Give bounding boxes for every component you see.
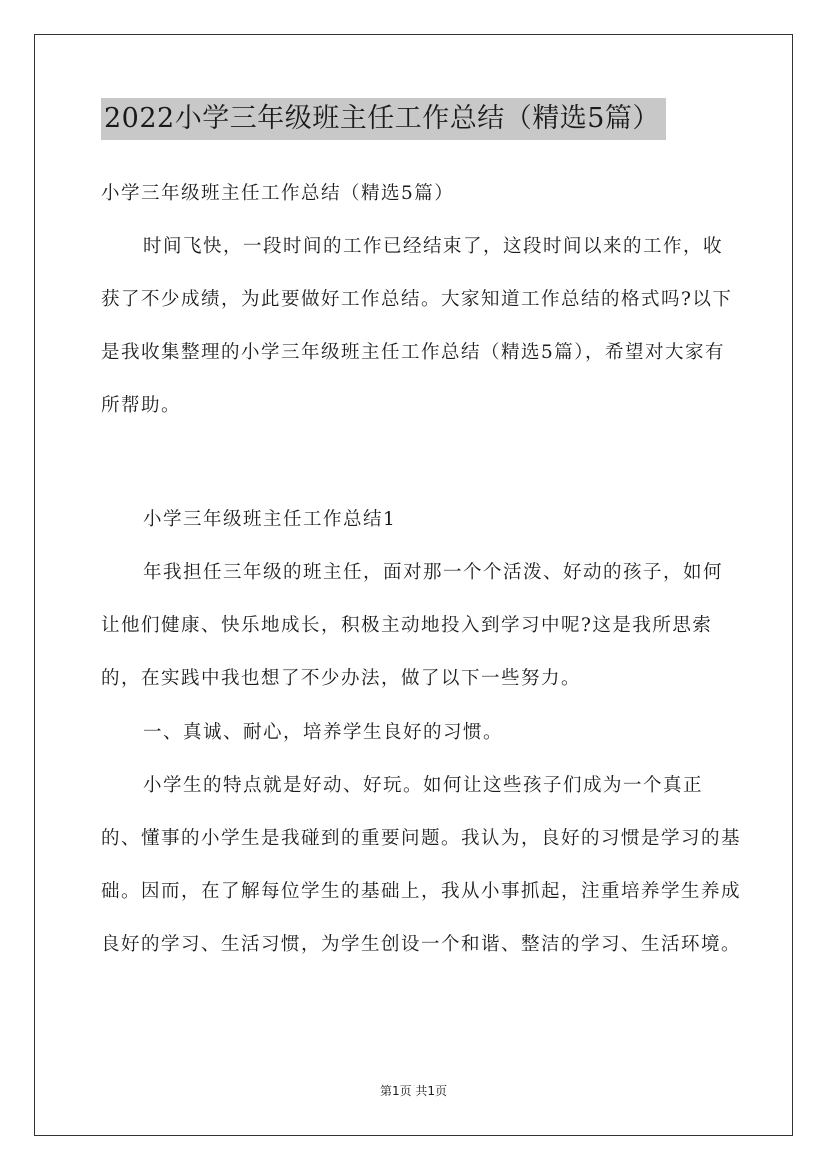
- document-title: 2022小学三年级班主任工作总结（精选5篇）: [101, 98, 666, 140]
- body-paragraph-1: 年我担任三年级的班主任，面对那一个个活泼、好动的孩子，如何让他们健康、快乐地成长，积极主动地投入到学习中呢?这是我所思索的，在实践中我也想了不少办法，做了以下一些努力。: [101, 562, 724, 689]
- intro-paragraph: 时间飞快，一段时间的工作已经结束了，这段时间以来的工作，收获了不少成绩，为此要做好工作总结。大家知道工作总结的格式吗?以下是我收集整理的小学三年级班主任工作总结（精选5篇），希望对大家有所帮助。: [101, 236, 733, 416]
- section-heading: 小学三年级班主任工作总结1: [143, 509, 397, 530]
- subtitle: 小学三年级班主任工作总结（精选5篇）: [101, 183, 455, 204]
- point-heading-1: 一、真诚、耐心，培养学生良好的习惯。: [143, 722, 504, 743]
- body-paragraph-2: 小学生的特点就是好动、好玩。如何让这些孩子们成为一个真正的、懂事的小学生是我碰到的重要问题。我认为，良好的习惯是学习的基础。因而，在了解每位学生的基础上，我从小事抓起，注重培养学生养成良好的学习、生活习惯，为学生创设一个和谐、整洁的学习、生活环境。: [101, 775, 742, 955]
- page-footer: 第1页 共1页: [379, 1084, 448, 1098]
